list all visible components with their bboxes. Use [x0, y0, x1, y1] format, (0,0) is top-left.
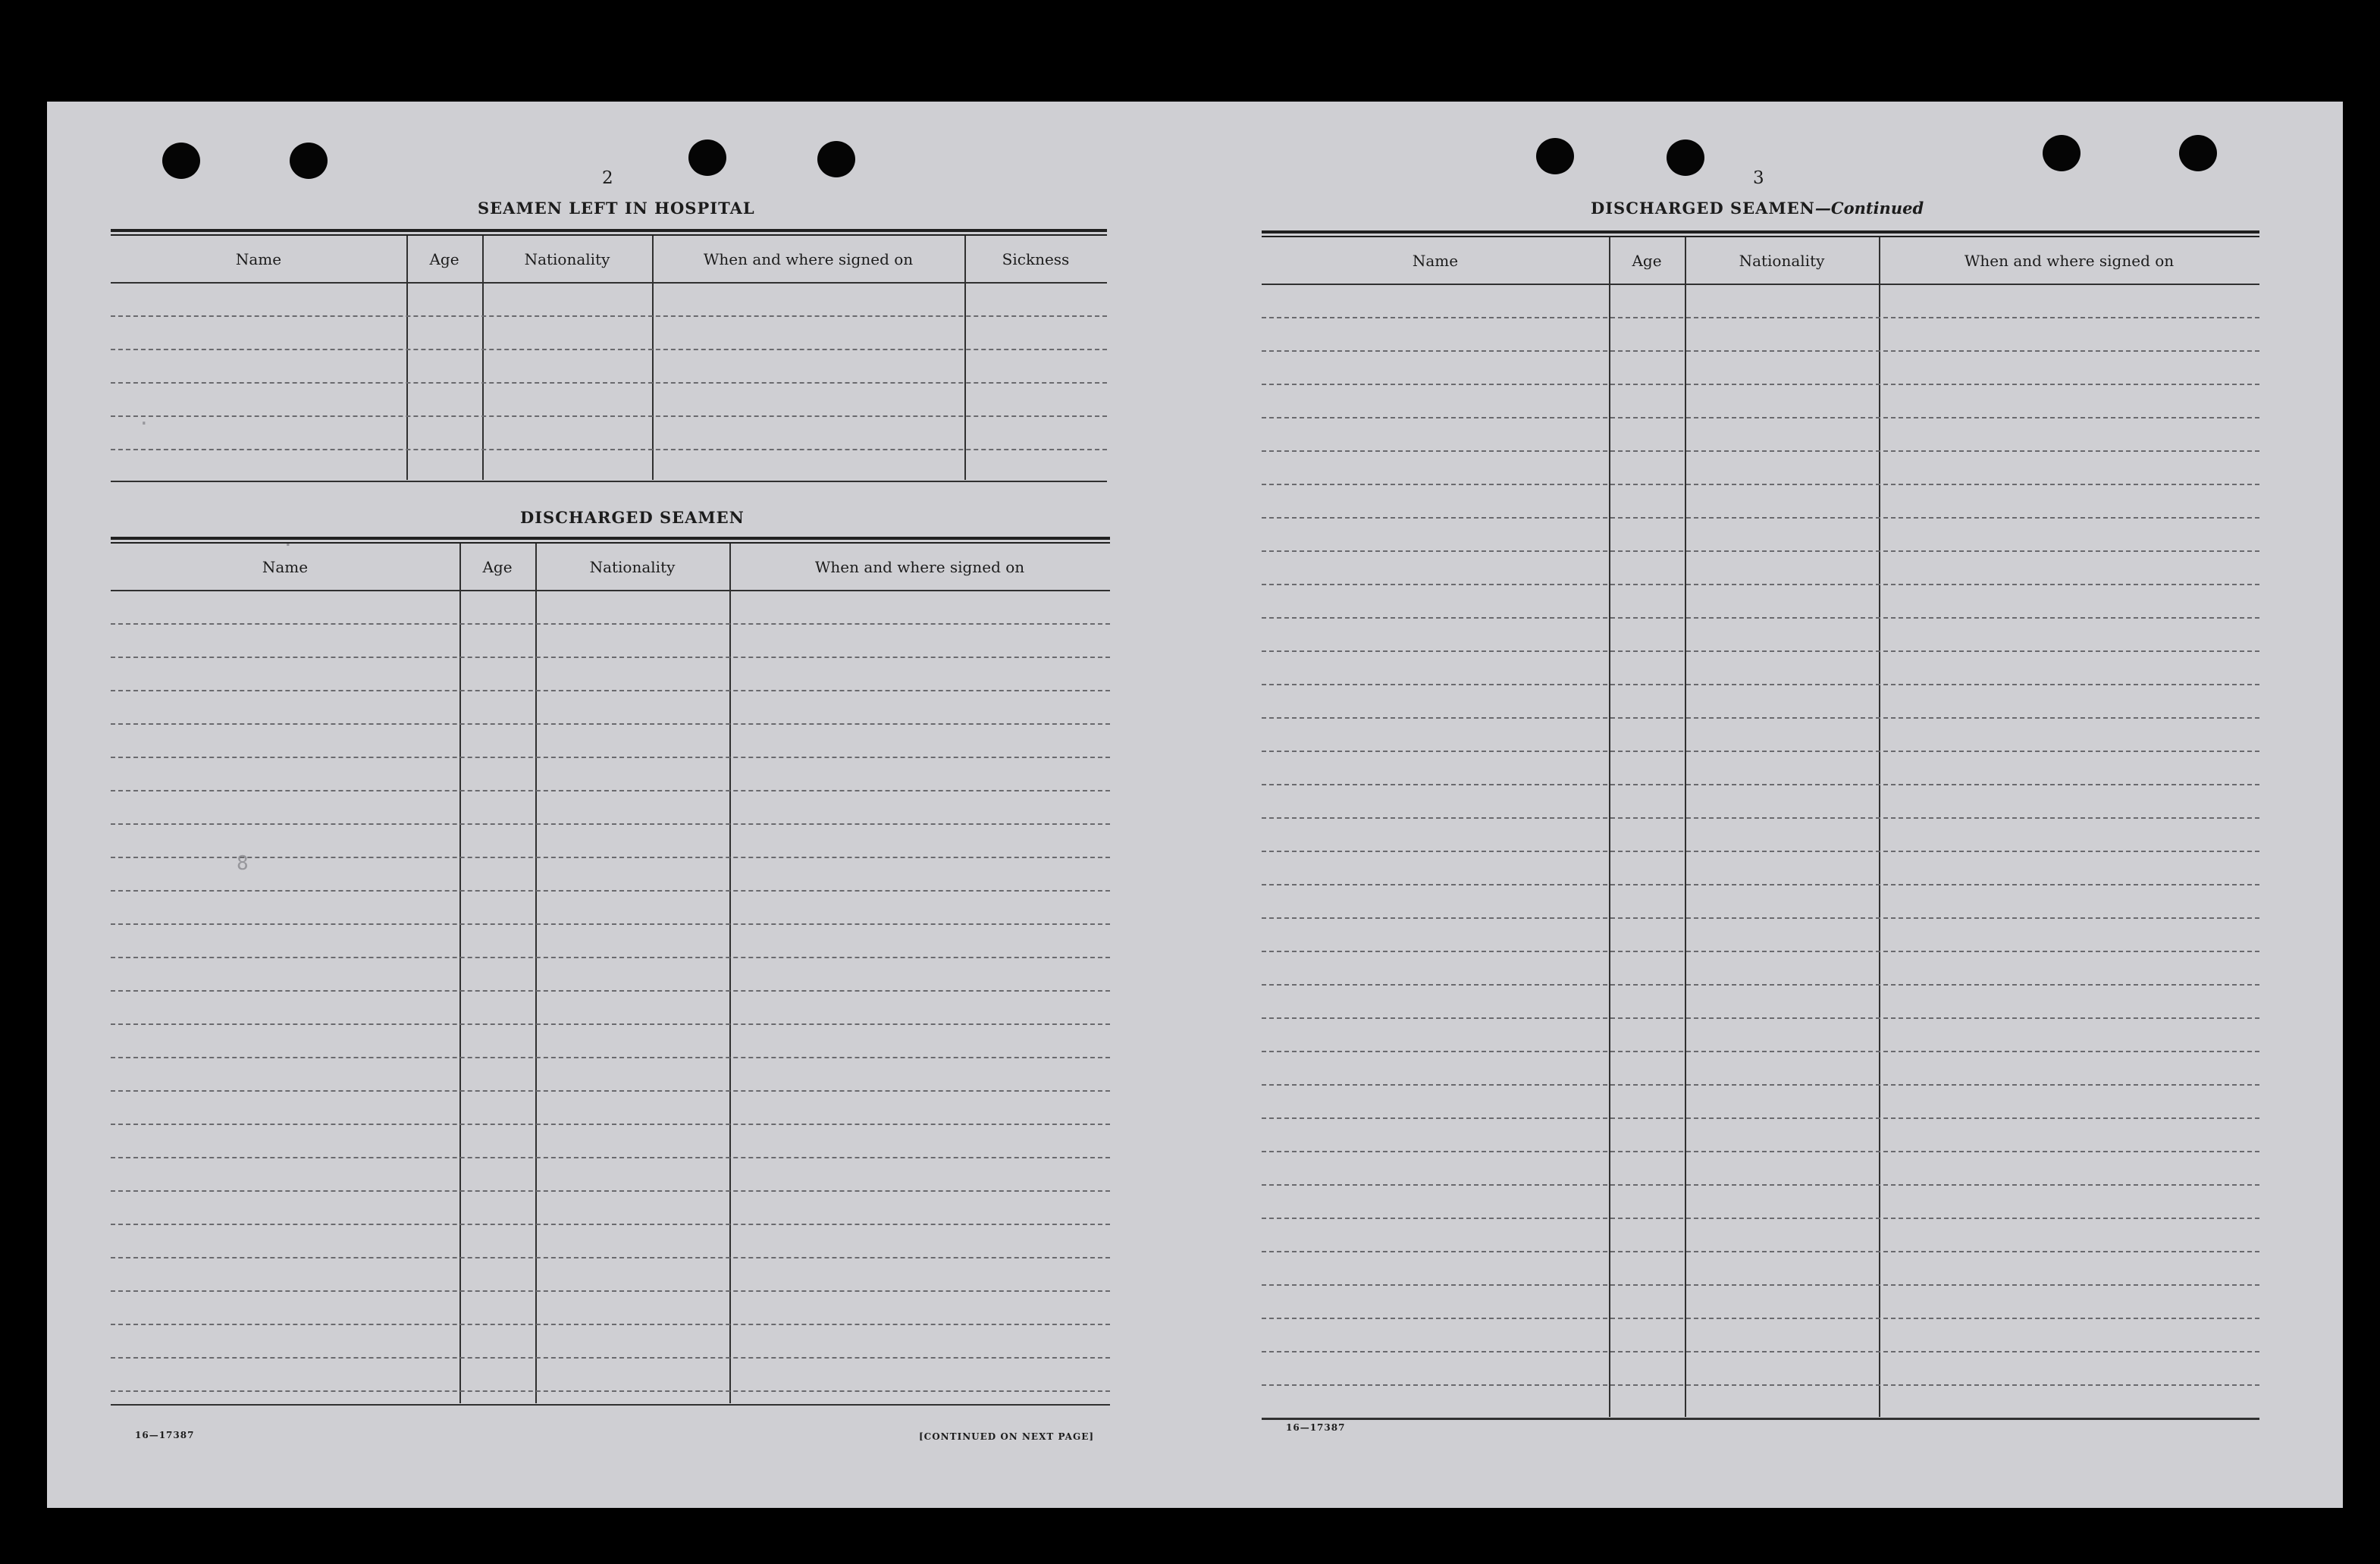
- table-row: [111, 723, 1110, 725]
- punch-hole: [817, 141, 855, 177]
- column-header-nationality: Nationality: [1739, 252, 1825, 270]
- table-row: [1262, 1384, 2259, 1386]
- discharged-continued-title: [1591, 199, 1924, 218]
- column-header-age: Age: [1632, 252, 1662, 270]
- table-row: [1262, 1051, 2259, 1052]
- hospital-table: [111, 229, 1107, 487]
- table-row: [111, 690, 1110, 691]
- table-row: [111, 1124, 1110, 1125]
- table-row: [1262, 717, 2259, 719]
- table-row: [111, 957, 1110, 958]
- table-row: [1262, 450, 2259, 452]
- table-row: [1262, 617, 2259, 619]
- column-header-name: Name: [262, 558, 309, 576]
- table-row: [111, 623, 1110, 625]
- table-row: [111, 823, 1110, 825]
- table-row: [1262, 1184, 2259, 1186]
- table-row: [111, 1390, 1110, 1392]
- column-header-age: Age: [429, 250, 459, 268]
- column-header-signed-on: When and where signed on: [703, 250, 914, 268]
- table-row: [1262, 984, 2259, 986]
- table-row: [111, 1290, 1110, 1292]
- column-header-nationality: Nationality: [524, 250, 610, 268]
- table-row: [1262, 650, 2259, 652]
- table-row: [1262, 1084, 2259, 1086]
- table-row: [1262, 951, 2259, 952]
- table-row: [111, 349, 1107, 350]
- table-row: [1262, 1318, 2259, 1319]
- punch-hole: [2043, 135, 2081, 171]
- bleed-through-mark: ·: [138, 412, 150, 435]
- bleed-through-mark: ·: [282, 534, 294, 556]
- table-row: [111, 1257, 1110, 1258]
- table-row: [111, 990, 1110, 992]
- column-header-age: Age: [482, 558, 513, 576]
- column-header-signed-on: When and where signed on: [1964, 252, 2175, 270]
- table-row: [1262, 1218, 2259, 1219]
- section-title-suffix: —Continued: [1814, 199, 1924, 218]
- table-row: [1262, 317, 2259, 318]
- table-row: [111, 757, 1110, 758]
- table-row: [1262, 1284, 2259, 1286]
- table-row: [1262, 1151, 2259, 1152]
- table-row: [1262, 1017, 2259, 1019]
- punch-hole: [1536, 138, 1574, 174]
- table-row: [111, 382, 1107, 384]
- table-row: [111, 857, 1110, 858]
- table-row: [1262, 550, 2259, 552]
- table-row: [1262, 751, 2259, 752]
- column-header-name: Name: [1412, 252, 1459, 270]
- table-row: [1262, 350, 2259, 352]
- punch-hole: [290, 143, 328, 179]
- table-row: [111, 1090, 1110, 1092]
- form-number: 16—17387: [135, 1430, 195, 1440]
- table-row: [111, 790, 1110, 791]
- hospital-section-title: SEAMEN LEFT IN HOSPITAL: [478, 199, 755, 218]
- table-row: [111, 1190, 1110, 1192]
- table-row: [1262, 1117, 2259, 1119]
- table-row: [1262, 484, 2259, 485]
- table-row: [111, 1324, 1110, 1325]
- table-row: [111, 449, 1107, 450]
- table-row: [1262, 784, 2259, 785]
- table-row: [111, 1157, 1110, 1158]
- table-row: [1262, 517, 2259, 519]
- table-row: [111, 657, 1110, 658]
- section-title-text: DISCHARGED SEAMEN: [1591, 199, 1815, 218]
- punch-hole: [162, 143, 200, 179]
- continued-note: [CONTINUED ON NEXT PAGE]: [919, 1431, 1095, 1442]
- column-header-name: Name: [235, 250, 282, 268]
- column-header-signed-on: When and where signed on: [814, 558, 1025, 576]
- table-row: [1262, 584, 2259, 585]
- discharged-section-title: DISCHARGED SEAMEN: [520, 508, 745, 527]
- table-row: [1262, 384, 2259, 385]
- table-row: [111, 1224, 1110, 1225]
- table-row: [111, 415, 1107, 417]
- discharged-table: [111, 537, 1110, 1409]
- table-row: [1262, 917, 2259, 919]
- page-number: 3: [1753, 168, 1764, 188]
- table-row: [1262, 1351, 2259, 1352]
- table-row: [1262, 851, 2259, 852]
- discharged-continued-table: [1262, 230, 2259, 1421]
- table-row: [1262, 417, 2259, 418]
- table-row: [111, 1057, 1110, 1058]
- form-sheet: [47, 102, 2343, 1508]
- column-header-nationality: Nationality: [589, 558, 676, 576]
- table-row: [1262, 684, 2259, 685]
- punch-hole: [2179, 135, 2217, 171]
- punch-hole: [688, 139, 726, 176]
- table-row: [111, 315, 1107, 317]
- bleed-through-mark: 8: [237, 852, 249, 875]
- table-row: [111, 1023, 1110, 1025]
- form-number: 16—17387: [1286, 1422, 1346, 1433]
- punch-hole: [1667, 139, 1704, 176]
- table-row: [1262, 817, 2259, 819]
- page-number: 2: [602, 168, 613, 188]
- column-header-sickness: Sickness: [1002, 250, 1070, 268]
- table-row: [1262, 1251, 2259, 1252]
- table-row: [111, 923, 1110, 925]
- table-row: [111, 890, 1110, 892]
- table-row: [111, 1357, 1110, 1359]
- table-row: [1262, 884, 2259, 885]
